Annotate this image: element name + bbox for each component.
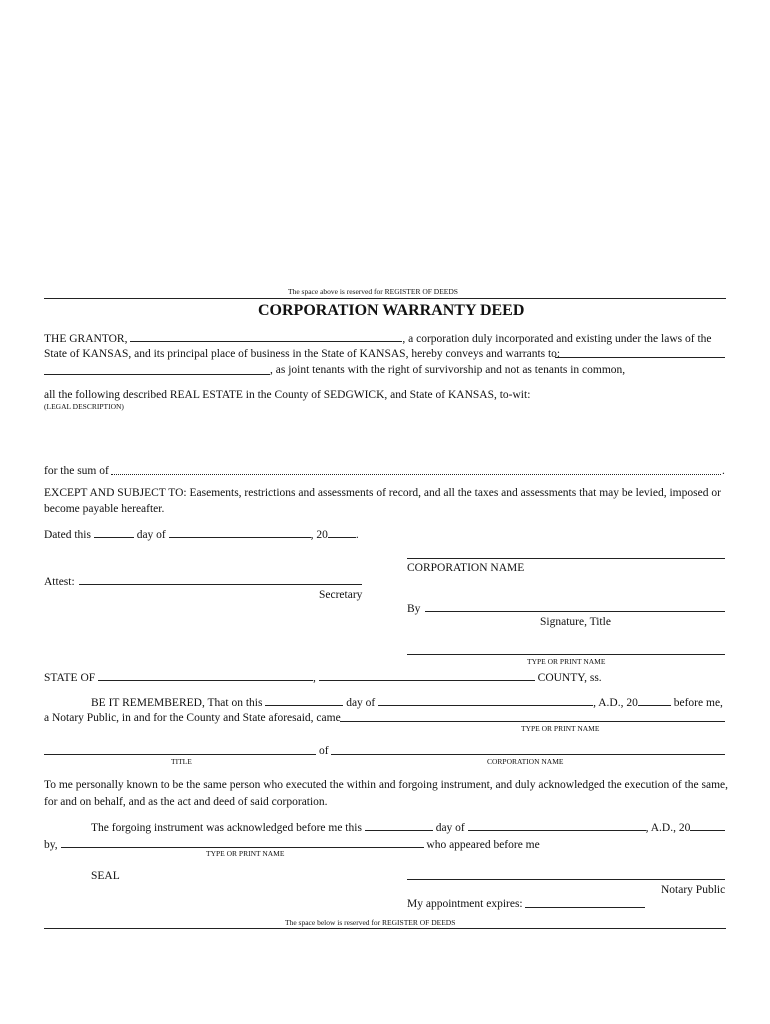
by-label: By: [407, 603, 421, 615]
dated-year-field[interactable]: [328, 526, 356, 538]
legal-description-label: (LEGAL DESCRIPTION): [44, 402, 124, 411]
state-of-label: STATE OF: [44, 672, 96, 684]
real-estate-text: all the following described REAL ESTATE in the County of SEDGWICK, and State of KANSAS, to-wit:: [44, 389, 531, 401]
of-text: of: [319, 745, 329, 757]
forgoing-type-label: TYPE OR PRINT NAME: [206, 849, 285, 858]
document-title: CORPORATION WARRANTY DEED: [258, 302, 525, 319]
dated-end: .: [355, 529, 359, 541]
grantor-line-1: [44, 330, 712, 346]
notary-signature-field[interactable]: [407, 879, 725, 880]
header-rule: [44, 298, 726, 299]
dated-day-of: day of: [136, 529, 166, 541]
forgoing-month-field[interactable]: [468, 819, 646, 831]
known-line-1: To me personally known to be the same person who executed the within and forgoing instrument, and duly acknowledged the execution of the same,: [44, 779, 729, 791]
forgoing-lead: The forgoing instrument was acknowledged before me this: [91, 822, 362, 834]
ack-month-field[interactable]: [378, 694, 593, 706]
remembered-text: BE IT REMEMBERED, That on this: [91, 697, 263, 709]
who-appeared-text: who appeared before me: [426, 839, 540, 851]
grantor-name-field[interactable]: [130, 330, 402, 342]
dated-lead: Dated this: [44, 529, 91, 541]
attest-signature-field[interactable]: [79, 584, 362, 585]
sum-end: .: [722, 465, 725, 477]
forgoing-line: [91, 819, 725, 835]
forgoing-person-field[interactable]: [61, 836, 424, 848]
ack-day-field[interactable]: [265, 694, 343, 706]
corporation-name-field[interactable]: [407, 558, 725, 559]
grantee-field-2[interactable]: [44, 374, 270, 375]
reserved-above-note: The space above is reserved for REGISTER OF DEEDS: [288, 287, 458, 296]
by-line: [44, 836, 540, 852]
known-line-2: for and on behalf, and as the act and deed of said corporation.: [44, 796, 328, 808]
dated-day-field[interactable]: [94, 526, 134, 538]
sum-field[interactable]: [111, 474, 721, 475]
dated-year-text: , 20: [310, 529, 328, 541]
grantee-field[interactable]: [555, 357, 725, 358]
grantor-lead: THE GRANTOR,: [44, 333, 128, 345]
corporation-name-label: CORPORATION NAME: [407, 562, 525, 574]
county-field[interactable]: [319, 669, 535, 681]
signer-type-label: TYPE OR PRINT NAME: [527, 657, 606, 666]
forgoing-day-of: day of: [435, 822, 465, 834]
notary-came-text: a Notary Public, in and for the County and State aforesaid, came: [44, 712, 341, 724]
footer-rule: [44, 928, 726, 929]
ack-ad-text: , A.D., 20: [593, 697, 638, 709]
except-line-1: EXCEPT AND SUBJECT TO: Easements, restrictions and assessments of record, and all the taxes and assessments that may be levied, imposed or: [44, 487, 721, 499]
remembered-line: [91, 694, 723, 710]
seal-label: SEAL: [91, 870, 120, 882]
notary-public-label: Notary Public: [661, 884, 726, 896]
person-came-field[interactable]: [340, 721, 725, 722]
except-line-2: become payable hereafter.: [44, 503, 165, 515]
ack-day-of: day of: [346, 697, 376, 709]
state-of-line: [44, 669, 602, 685]
forgoing-ad-text: , A.D., 20: [645, 822, 691, 834]
forgoing-day-field[interactable]: [365, 819, 433, 831]
forgoing-by: by,: [44, 839, 58, 851]
ack-corporation-label: CORPORATION NAME: [487, 757, 564, 766]
dated-line: [44, 526, 359, 542]
ack-corporation-field[interactable]: [331, 754, 725, 755]
state-field[interactable]: [98, 669, 313, 681]
secretary-label: Secretary: [319, 589, 363, 601]
ack-year-field[interactable]: [638, 694, 671, 706]
signature-title-label: Signature, Title: [540, 616, 611, 628]
before-me-text: before me,: [673, 697, 723, 709]
appointment-field[interactable]: [525, 907, 645, 908]
signer-name-field[interactable]: [407, 654, 725, 655]
title-field[interactable]: [44, 754, 316, 755]
sum-lead: for the sum of: [44, 465, 109, 477]
forgoing-year-field[interactable]: [690, 819, 725, 831]
dated-month-field[interactable]: [169, 526, 311, 538]
state-comma: ,: [313, 672, 316, 684]
grantor-state-text: State of KANSAS, and its principal place of business in the State of KANSAS, hereby conveys and warrants to:: [44, 348, 561, 360]
attest-label: Attest:: [44, 576, 75, 588]
grantor-incorporated-text: , a corporation duly incorporated and existing under the laws of the: [402, 333, 712, 345]
county-label: COUNTY, ss.: [537, 672, 602, 684]
joint-tenants-text: , as joint tenants with the right of survivorship and not as tenants in common,: [270, 364, 626, 376]
title-label: TITLE: [171, 757, 192, 766]
reserved-below-note: The space below is reserved for REGISTER OF DEEDS: [285, 918, 456, 927]
person-type-label: TYPE OR PRINT NAME: [521, 724, 600, 733]
grantor-line-2: [44, 347, 560, 361]
signature-field[interactable]: [425, 611, 725, 612]
appointment-label: My appointment expires:: [407, 898, 523, 910]
